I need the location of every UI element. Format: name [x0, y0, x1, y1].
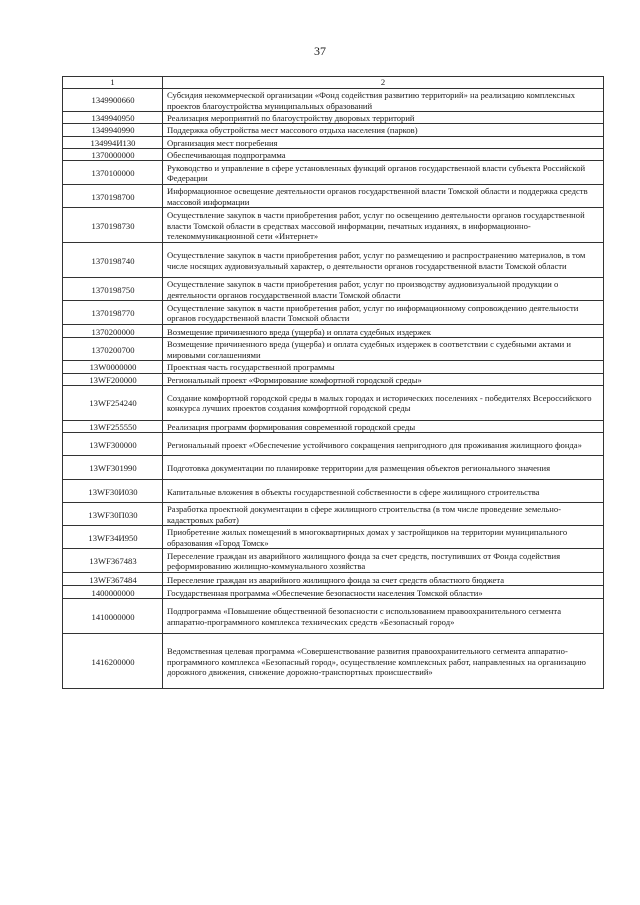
expense-description: Приобретение жилых помещений в многоквартирных домах у застройщиков на территории муниципального образования «Город Томск»: [163, 526, 604, 549]
expense-description: Возмещение причиненного вреда (ущерба) и оплата судебных издержек в соответствии с судебными актами и мировыми соглашениями: [163, 338, 604, 361]
classification-code: 1370200700: [63, 338, 163, 361]
table-row: [63, 526, 604, 549]
expense-description: Осуществление закупок в части приобретения работ, услуг по производству аудиовизуальной продукции о деятельности органов государственной власти Томской области: [163, 278, 604, 301]
expense-description: Субсидия некоммерческой организации «Фонд содействия развитию территорий» на реализацию комплексных проектов благоустройства муниципальных образований: [163, 89, 604, 112]
table-row: [63, 112, 604, 124]
table-row: [63, 373, 604, 385]
classification-code: 1400000000: [63, 586, 163, 599]
table-row: [63, 549, 604, 573]
classification-code: 1370198750: [63, 278, 163, 301]
classification-code: 1370198740: [63, 243, 163, 278]
classification-code: 13WF30П030: [63, 503, 163, 526]
classification-code: 13WF300000: [63, 433, 163, 456]
classification-code: 13WF30И030: [63, 480, 163, 503]
table-row: [63, 573, 604, 586]
expense-description: Переселение граждан из аварийного жилищного фонда за счет средств, поступивших от Фонда содействия реформированию жилищно-коммунального хозяйства: [163, 549, 604, 573]
expense-description: Государственная программа «Обеспечение безопасности населения Томской области»: [163, 586, 604, 599]
classification-code: 1410000000: [63, 599, 163, 634]
table-row: [63, 325, 604, 338]
classification-code: 13WF200000: [63, 373, 163, 385]
expense-description: Капитальные вложения в объекты государственной собственности в сфере жилищного строительства: [163, 480, 604, 503]
table-row: [63, 136, 604, 148]
table-row: [63, 208, 604, 243]
table-row: [63, 586, 604, 599]
classification-code: 1370200000: [63, 325, 163, 338]
classification-code: 1416200000: [63, 634, 163, 689]
table-row: [63, 161, 604, 185]
table-header-row: [63, 77, 604, 89]
expense-description: Переселение граждан из аварийного жилищного фонда за счет средств областного бюджета: [163, 573, 604, 586]
expense-description: Подпрограмма «Повышение общественной безопасности с использованием правоохранительного сегмента аппаратно-программного комплекса технических средств «Безопасный город»: [163, 599, 604, 634]
expense-description: Создание комфортной городской среды в малых городах и исторических поселениях - победителях Всероссийского конкурса лучших проектов создания комфортной городской среды: [163, 385, 604, 420]
expense-description: Поддержка обустройства мест массового отдыха населения (парков): [163, 124, 604, 136]
table-row: [63, 185, 604, 208]
table-row: [63, 634, 604, 689]
table-row: [63, 148, 604, 160]
classification-code: 134994И130: [63, 136, 163, 148]
expense-description: Реализация мероприятий по благоустройству дворовых территорий: [163, 112, 604, 124]
expense-description: Разработка проектной документации в сфере жилищного строительства (в том числе проведение земельно-кадастровых работ): [163, 503, 604, 526]
table-row: [63, 89, 604, 112]
expense-description: Осуществление закупок в части приобретения работ, услуг по размещению и распространению материалов, в том числе носящих аудиовизуальный характер, о деятельности органов государственной власти Томской области: [163, 243, 604, 278]
expense-description: Реализация программ формирования современной городской среды: [163, 420, 604, 432]
table-row: [63, 338, 604, 361]
classification-code: 13WF34И950: [63, 526, 163, 549]
table-row: [63, 278, 604, 301]
classification-code: 13WF254240: [63, 385, 163, 420]
expense-description: Подготовка документации по планировке территории для размещения объектов регионального значения: [163, 456, 604, 480]
classification-code: 1349940950: [63, 112, 163, 124]
expense-description: Возмещение причиненного вреда (ущерба) и оплата судебных издержек: [163, 325, 604, 338]
expense-description: Региональный проект «Формирование комфортной городской среды»: [163, 373, 604, 385]
classification-code: 13WF367483: [63, 549, 163, 573]
expense-description: Проектная часть государственной программы: [163, 361, 604, 373]
expense-description: Информационное освещение деятельности органов государственной власти Томской области и поддержка средств массовой информации: [163, 185, 604, 208]
table-row: [63, 301, 604, 325]
classification-code: 13WF255550: [63, 420, 163, 432]
classification-code: 1370198770: [63, 301, 163, 325]
page-number: 37: [314, 44, 326, 58]
expense-description: Осуществление закупок в части приобретения работ, услуг по информационному сопровождению деятельности органов государственной власти Томской области: [163, 301, 604, 325]
classification-code: 1370198730: [63, 208, 163, 243]
expense-description: Осуществление закупок в части приобретения работ, услуг по освещению деятельности органов государственной власти Томской области в средствах массовой информации, печатных изданиях, в информационно-телекоммуникационной сети «Интернет»: [163, 208, 604, 243]
classification-code: 13W0000000: [63, 361, 163, 373]
classification-code: 13WF301990: [63, 456, 163, 480]
table-row: [63, 361, 604, 373]
classification-code: 1349900660: [63, 89, 163, 112]
table-row: [63, 433, 604, 456]
column-header-code: 1: [63, 77, 163, 89]
table-row: [63, 599, 604, 634]
table-row: [63, 124, 604, 136]
table-row: [63, 456, 604, 480]
expense-description: Ведомственная целевая программа «Совершенствование развития правоохранительного сегмента аппаратно-программного комплекса «Безопасный город», осуществление комплексных работ, направленных на организацию дорожного движения, снижение дорожно-транспортных происшествий»: [163, 634, 604, 689]
table-row: [63, 503, 604, 526]
classification-code: 13WF367484: [63, 573, 163, 586]
classification-code: 1370198700: [63, 185, 163, 208]
expense-description: Организация мест погребения: [163, 136, 604, 148]
classification-code: 1370000000: [63, 148, 163, 160]
table-row: [63, 385, 604, 420]
column-header-description: 2: [163, 77, 604, 89]
expense-description: Обеспечивающая подпрограмма: [163, 148, 604, 160]
expense-description: Региональный проект «Обеспечение устойчивого сокращения непригодного для проживания жилищного фонда»: [163, 433, 604, 456]
classification-code: 1370100000: [63, 161, 163, 185]
table-row: [63, 420, 604, 432]
expense-description: Руководство и управление в сфере установленных функций органов государственной власти субъекта Российской Федерации: [163, 161, 604, 185]
classification-code: 1349940990: [63, 124, 163, 136]
budget-classification-table: [62, 76, 604, 689]
table-row: [63, 243, 604, 278]
table-row: [63, 480, 604, 503]
